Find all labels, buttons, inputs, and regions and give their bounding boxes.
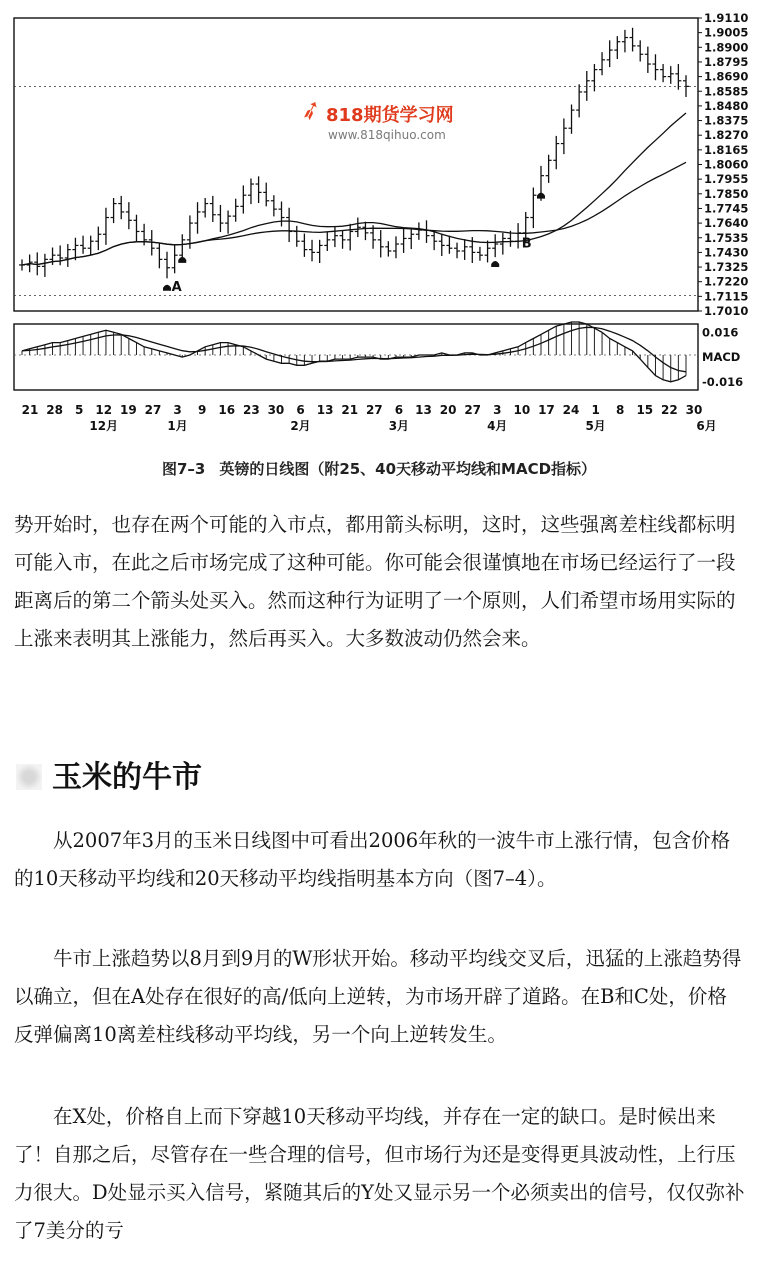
section-title bbox=[16, 752, 202, 796]
day-tick-label: 16 bbox=[218, 403, 236, 417]
price-tick-label: 1.7115 bbox=[704, 289, 749, 304]
day-tick-label: 21 bbox=[341, 403, 359, 417]
macd-tick-label: MACD bbox=[702, 350, 741, 365]
entry-arrow-icon bbox=[178, 257, 186, 263]
paragraph-2: 从2007年3月的玉米日线图中可看出2006年秋的一波牛市上涨行情，包含价格的10天移动平均线和20天移动平均线指明基本方向（图7–4）。 bbox=[14, 829, 731, 890]
paragraph-1: 势开始时，也存在两个可能的入市点，都用箭头标明，这时，这些强离差柱线都标明可能入市，在此之后市场完成了这种可能。你可能会很谨慎地在市场已经运行了一段距离后的第二个箭头处买入。然而这种行为证明了一个原则，人们希望市场用实际的上涨来表明其上涨能力，然后再买入。大多数波动仍然会来。 bbox=[14, 513, 736, 650]
price-tick-label: 1.8165 bbox=[704, 142, 749, 157]
watermark-brand: 818期货学习网 bbox=[326, 105, 454, 126]
price-tick-label: 1.8690 bbox=[704, 69, 749, 84]
section-marker-icon bbox=[16, 764, 42, 790]
paragraph-3: 牛市上涨趋势以8月到9月的W形状开始。移动平均线交叉后，迅猛的上涨趋势得以确立，但在A处存在很好的高/低向上逆转，为市场开辟了道路。在B和C处，价格反弹偏离10离差柱线移动平均线，另一个向上逆转发生。 bbox=[14, 947, 742, 1046]
macd-tick-label: 0.016 bbox=[702, 325, 739, 340]
month-tick-label: 3月 bbox=[388, 419, 410, 433]
price-tick-label: 1.8060 bbox=[704, 157, 749, 172]
day-tick-label: 3 bbox=[493, 403, 502, 417]
entry-arrow-icon bbox=[537, 193, 545, 199]
day-tick-label: 19 bbox=[120, 403, 137, 417]
day-tick-label: 13 bbox=[415, 403, 432, 417]
day-tick-label: 12 bbox=[95, 403, 113, 417]
day-tick-label: 30 bbox=[267, 403, 285, 417]
day-tick-label: 1 bbox=[591, 403, 600, 417]
price-tick-label: 1.7325 bbox=[704, 260, 749, 275]
watermark-url: www.818qihuo.com bbox=[328, 128, 446, 142]
day-tick-label: 10 bbox=[513, 403, 531, 417]
paragraph-4: 在X处，价格自上而下穿越10天移动平均线，并存在一定的缺口。是时候出来了！自那之后，尽管存在一些合理的信号，但市场行为还是变得更具波动性，上行压力很大。D处显示买入信号，紧随其后的Y处又显示另一个必须卖出的信号，仅仅弥补了7美分的亏 bbox=[14, 1105, 745, 1242]
watermark-logo-icon: ➶ bbox=[295, 92, 326, 129]
month-tick-label: 4月 bbox=[487, 419, 508, 433]
day-tick-label: 30 bbox=[685, 403, 703, 417]
day-tick-label: 28 bbox=[46, 403, 63, 417]
month-tick-label: 6月 bbox=[696, 419, 717, 433]
day-tick-label: 6 bbox=[394, 403, 404, 417]
day-tick-label: 8 bbox=[616, 403, 625, 417]
gbp-daily-chart bbox=[0, 0, 758, 445]
day-tick-label: 13 bbox=[316, 403, 334, 417]
day-tick-label: 22 bbox=[661, 403, 678, 417]
day-tick-label: 27 bbox=[144, 403, 162, 417]
entry-arrow-icon bbox=[163, 285, 171, 291]
entry-arrow-icon bbox=[491, 261, 499, 267]
month-tick-label: 2月 bbox=[290, 419, 311, 433]
day-tick-label: 5 bbox=[75, 403, 84, 417]
price-tick-label: 1.8375 bbox=[704, 113, 749, 128]
price-tick-label: 1.7745 bbox=[704, 201, 749, 216]
month-tick-label: 1月 bbox=[167, 419, 188, 433]
macd-tick-label: -0.016 bbox=[702, 374, 744, 389]
price-tick-label: 1.9110 bbox=[704, 11, 749, 25]
price-tick-label: 1.7850 bbox=[704, 186, 749, 201]
price-tick-label: 1.7640 bbox=[704, 216, 749, 231]
price-tick-label: 1.7010 bbox=[704, 304, 749, 318]
day-tick-label: 15 bbox=[636, 403, 654, 417]
day-tick-label: 17 bbox=[538, 403, 555, 417]
annotation-label: A bbox=[171, 280, 182, 296]
section-title-text: 玉米的牛市 bbox=[52, 760, 202, 795]
day-tick-label: 23 bbox=[242, 403, 260, 417]
figure-caption bbox=[0, 458, 758, 479]
chart-figure bbox=[0, 0, 758, 445]
price-tick-label: 1.8270 bbox=[704, 128, 749, 143]
price-tick-label: 1.7220 bbox=[704, 274, 749, 289]
annotation-label: B bbox=[521, 236, 532, 252]
price-tick-label: 1.8795 bbox=[704, 54, 749, 69]
price-tick-label: 1.9005 bbox=[704, 25, 749, 40]
site-watermark bbox=[296, 93, 454, 142]
month-tick-label: 5月 bbox=[585, 419, 606, 433]
price-tick-label: 1.7430 bbox=[704, 245, 749, 260]
price-panel-frame bbox=[14, 18, 698, 311]
figure-caption-text: 英镑的日线图（附25、40天移动平均线和MACD指标） bbox=[219, 460, 597, 478]
day-tick-label: 27 bbox=[464, 403, 482, 417]
day-tick-label: 3 bbox=[173, 403, 182, 417]
price-tick-label: 1.8480 bbox=[704, 98, 749, 113]
day-tick-label: 24 bbox=[562, 403, 580, 417]
price-tick-label: 1.7955 bbox=[704, 172, 749, 187]
month-tick-label: 12月 bbox=[89, 419, 119, 433]
day-tick-label: 6 bbox=[296, 403, 305, 417]
figure-number: 图7–3 bbox=[161, 460, 206, 478]
price-tick-label: 1.8900 bbox=[704, 40, 749, 55]
day-tick-label: 21 bbox=[21, 403, 39, 417]
price-tick-label: 1.8585 bbox=[704, 84, 749, 99]
price-tick-label: 1.7535 bbox=[704, 230, 749, 245]
day-tick-label: 20 bbox=[439, 403, 457, 417]
day-tick-label: 27 bbox=[365, 403, 383, 417]
day-tick-label: 9 bbox=[197, 403, 207, 417]
